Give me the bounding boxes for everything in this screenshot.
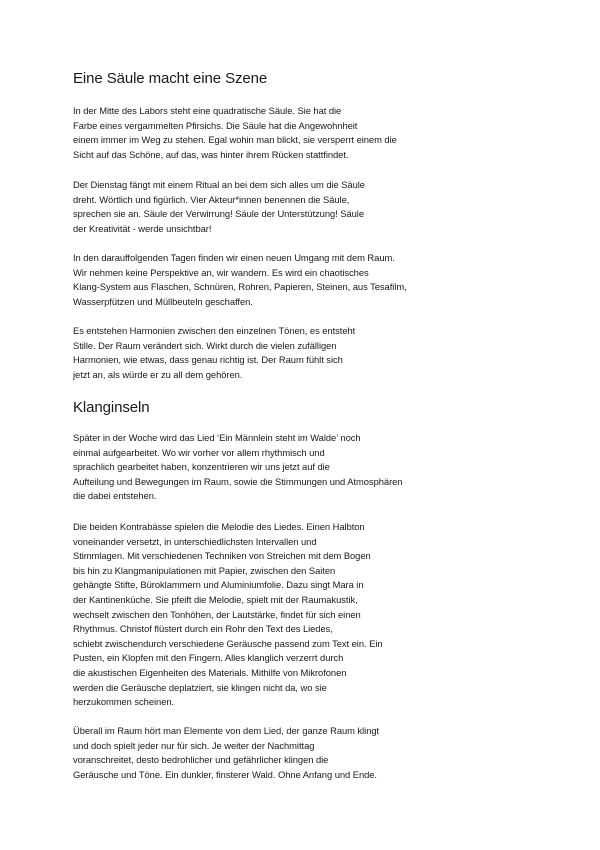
text-line: Aufteilung und Bewegungen im Raum, sowie die Stimmungen und Atmosphären xyxy=(73,475,403,487)
text-line: einmal aufgearbeitet. Wo wir vorher vor allem rhythmisch und xyxy=(73,446,325,458)
text-line: Es entstehen Harmonien zwischen den einzelnen Tönen, es entsteht xyxy=(73,325,356,336)
text-line: werden die Geräusche deplatziert, sie klingen nicht da, wo sie xyxy=(73,681,327,693)
text-line: voranschreitet, desto bedrohlicher und gefährlicher klingen die xyxy=(73,754,329,766)
text-line: Überall im Raum hört man Elemente von dem Lied, der ganze Raum klingt xyxy=(73,725,380,736)
text-line: Der Dienstag fängt mit einem Ritual an bei dem sich alles um die Säule xyxy=(73,179,365,190)
text-line: Pusten, ein Klopfen mit den Fingern. Alles klanglich verzerrt durch xyxy=(73,652,344,664)
paragraph-6 xyxy=(73,520,593,710)
text-line: In den darauffolgenden Tagen finden wir einen neuen Umgang mit dem Raum. xyxy=(73,252,395,263)
section-heading-klanginseln: Klanginseln xyxy=(73,399,150,416)
text-line: bis hin zu Klangmanipulationen mit Papier, zwischen den Saiten xyxy=(73,564,336,576)
text-line: gehängte Stifte, Büroklammern und Aluminiumfolie. Dazu singt Mara in xyxy=(73,579,364,591)
text-line: wechselt zwischen den Tonhöhen, der Lautstärke, findet für sich einen xyxy=(73,608,361,620)
text-line: Harmonien, wie etwas, dass genau richtig ist. Der Raum fühlt sich xyxy=(73,354,343,366)
text-line: der Kreativität - werde unsichtbar! xyxy=(73,222,212,234)
text-line: und doch spielt jeder nur für sich. Je weiter der Nachmittag xyxy=(73,739,315,751)
paragraph-2 xyxy=(73,178,593,236)
text-line: Geräusche und Töne. Ein dunkler, finsterer Wald. Ohne Anfang und Ende. xyxy=(73,768,377,780)
text-line: sprachlich gearbeitet haben, konzentrieren wir uns jetzt auf die xyxy=(73,461,330,473)
text-line: der Kantinenküche. Sie pfeift die Melodie, spielt mit der Raumakustik, xyxy=(73,593,358,605)
text-line: voneinander versetzt, in unterschiedlichsten Intervallen und xyxy=(73,535,317,547)
text-line: die dabei entstehen. xyxy=(73,490,157,502)
text-line: Sicht auf das Schöne, auf das, was hinter ihrem Rücken stattfindet. xyxy=(73,148,349,160)
text-line: Wir nehmen keine Perspektive an, wir wandern. Es wird ein chaotisches xyxy=(73,266,369,278)
paragraph-7 xyxy=(73,724,593,782)
text-line: Später in der Woche wird das Lied ‘Ein Männlein steht im Walde’ noch xyxy=(73,432,361,443)
paragraph-5 xyxy=(73,431,593,504)
text-line: einem immer im Weg zu stehen. Egal wohin man blickt, sie versperrt einem die xyxy=(73,134,397,146)
text-line: Die beiden Kontrabässe spielen die Melodie des Liedes. Einen Halbton xyxy=(73,521,365,532)
text-line: Klang-System aus Flaschen, Schnüren, Rohren, Papieren, Steinen, aus Tesafilm, xyxy=(73,281,407,293)
text-line: In der Mitte des Labors steht eine quadratische Säule. Sie hat die xyxy=(73,105,342,116)
text-line: Stimmlagen. Mit verschiedenen Techniken von Streichen mit dem Bogen xyxy=(73,550,371,562)
text-line: dreht. Wörtlich und figürlich. Vier Akteur*innen benennen die Säule, xyxy=(73,193,350,205)
paragraph-1 xyxy=(73,104,593,162)
text-line: Stille. Der Raum verändert sich. Wirkt durch die vielen zufälligen xyxy=(73,339,337,351)
section-heading-eine-saeule: Eine Säule macht eine Szene xyxy=(73,70,268,87)
paragraph-3 xyxy=(73,251,593,309)
text-line: die akustischen Eigenheiten des Materials. Mithilfe von Mikrofonen xyxy=(73,666,347,678)
text-line: Farbe eines vergammelten Pfirsichs. Die Säule hat die Angewohnheit xyxy=(73,119,358,131)
text-line: schiebt zwischendurch verschiedene Geräusche passend zum Text ein. Ein xyxy=(73,637,383,649)
text-line: herzukommen scheinen. xyxy=(73,696,175,708)
text-line: Rhythmus. Christof flüstert durch ein Rohr den Text des Liedes, xyxy=(73,623,333,635)
text-line: Wasserpfützen und Müllbeuteln geschaffen. xyxy=(73,295,253,307)
text-line: jetzt an, als würde er zu all dem gehören. xyxy=(73,368,243,380)
paragraph-4 xyxy=(73,324,593,382)
text-line: sprechen sie an. Säule der Verwirrung! Säule der Unterstützung! Säule xyxy=(73,208,364,220)
